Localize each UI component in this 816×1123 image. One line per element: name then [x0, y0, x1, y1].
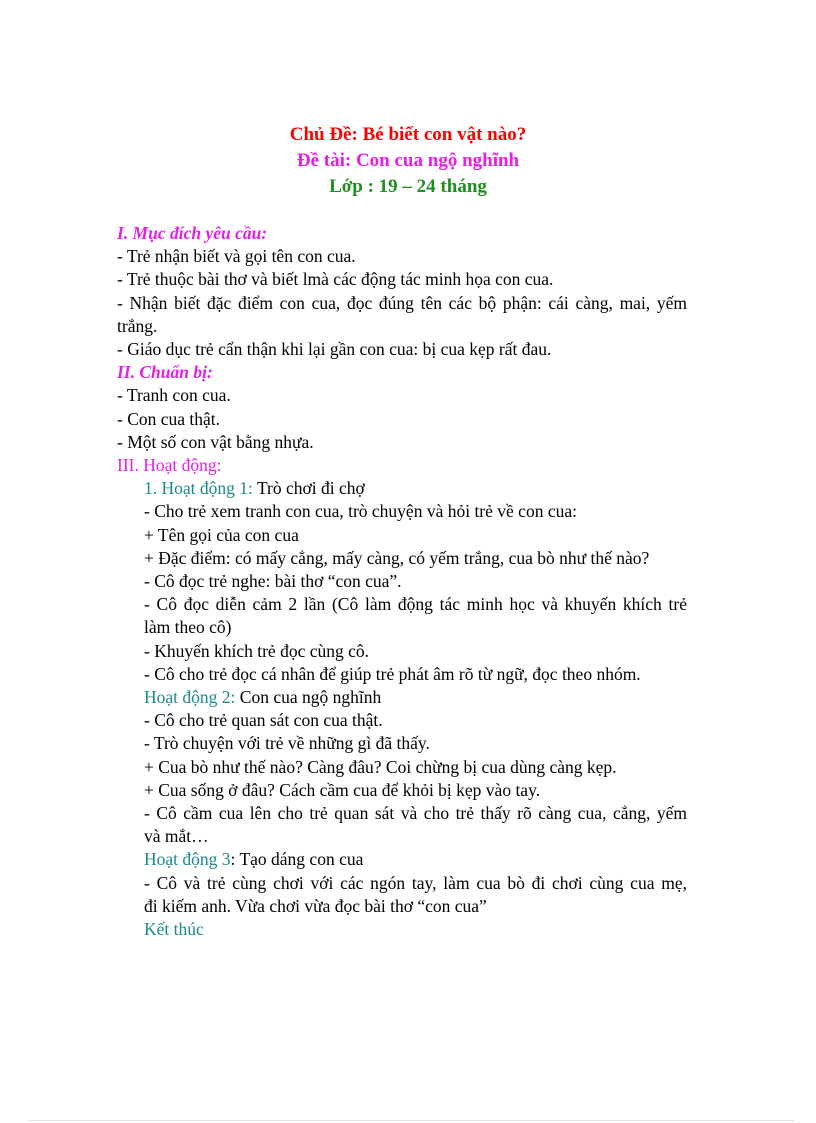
activity-3-line: - Cô và trẻ cùng chơi với các ngón tay, làm cua bò đi chơi cùng cua mẹ, — [144, 872, 687, 893]
activity-1-line: + Đặc điểm: có mấy cẳng, mấy càng, có yếm trắng, cua bò như thế nào? — [144, 547, 650, 568]
topic-title: Chủ Đề: Bé biết con vật nào? — [289, 124, 527, 145]
activity-1-title: Trò chơi đi chợ — [252, 478, 365, 499]
purpose-line: - Trẻ thuộc bài thơ và biết lmà các động tác minh họa con cua. — [117, 269, 554, 290]
activity-3-label: Hoạt động 3 — [144, 849, 231, 870]
activity-1-label: 1. Hoạt động 1: — [144, 478, 253, 499]
activity-1-line: - Cô đọc diễn cảm 2 lần (Cô làm động tác minh học và khuyến khích trẻ — [144, 594, 687, 615]
title-block — [0, 122, 816, 200]
activity-3-heading — [117, 848, 687, 871]
activity-1-line: - Cô cho trẻ đọc cá nhân để giúp trẻ phát âm rõ từ ngữ, đọc theo nhóm. — [144, 663, 641, 684]
prepare-line: - Tranh con cua. — [117, 385, 231, 406]
activity-1-line: - Khuyến khích trẻ đọc cùng cô. — [144, 640, 369, 661]
purpose-line: trắng. — [117, 315, 158, 336]
activity-2-line: + Cua bò như thế nào? Càng đâu? Coi chừng bị cua dùng càng kẹp. — [144, 756, 617, 777]
prepare-line: - Một số con vật bằng nhựa. — [117, 431, 314, 452]
activity-2-heading — [117, 686, 687, 709]
grade-title: Lớp : 19 – 24 tháng — [329, 176, 487, 197]
activity-2-label: Hoạt động 2: — [144, 687, 236, 708]
activity-1-line: + Tên gọi của con cua — [144, 524, 299, 545]
activities-heading: III. Hoạt động: — [117, 455, 222, 476]
activity-2-title: Con cua ngộ nghĩnh — [235, 687, 382, 708]
ending-label: Kết thúc — [144, 919, 204, 940]
activity-2-line: - Cô cầm cua lên cho trẻ quan sát và cho trẻ thấy rõ càng cua, cẳng, yếm — [144, 803, 687, 824]
subject-title: Đề tài: Con cua ngộ nghĩnh — [296, 150, 520, 171]
prepare-line: - Con cua thật. — [117, 408, 221, 429]
activity-2-line: + Cua sống ở đâu? Cách cầm cua để khỏi bị kẹp vào tay. — [144, 779, 541, 800]
activity-3-title: : Tạo dáng con cua — [230, 849, 364, 870]
activity-1-line: - Cô đọc trẻ nghe: bài thơ “con cua”. — [144, 571, 402, 592]
purpose-line: - Giáo dục trẻ cẩn thận khi lại gần con cua: bị cua kẹp rất đau. — [117, 339, 552, 360]
document-body — [117, 222, 687, 941]
page-bottom-divider — [28, 1120, 793, 1121]
activity-2-line: và mắt… — [144, 826, 209, 847]
activity-1-heading — [117, 477, 687, 500]
activity-3-line: đi kiếm anh. Vừa chơi vừa đọc bài thơ “con cua” — [144, 895, 487, 916]
purpose-line: - Trẻ nhận biết và gọi tên con cua. — [117, 246, 356, 267]
purpose-line: - Nhận biết đặc điểm con cua, đọc đúng tên các bộ phận: cái càng, mai, yếm — [117, 292, 687, 313]
purpose-heading: I. Mục đích yêu cầu: — [117, 223, 268, 243]
activity-2-line: - Trò chuyện với trẻ về những gì đã thấy. — [144, 733, 430, 754]
activity-2-line: - Cô cho trẻ quan sát con cua thật. — [144, 710, 383, 731]
activity-1-line: làm theo cô) — [144, 617, 232, 638]
activity-1-line: - Cho trẻ xem tranh con cua, trò chuyện và hỏi trẻ về con cua: — [144, 501, 577, 522]
prepare-heading: II. Chuẩn bị: — [117, 362, 213, 383]
